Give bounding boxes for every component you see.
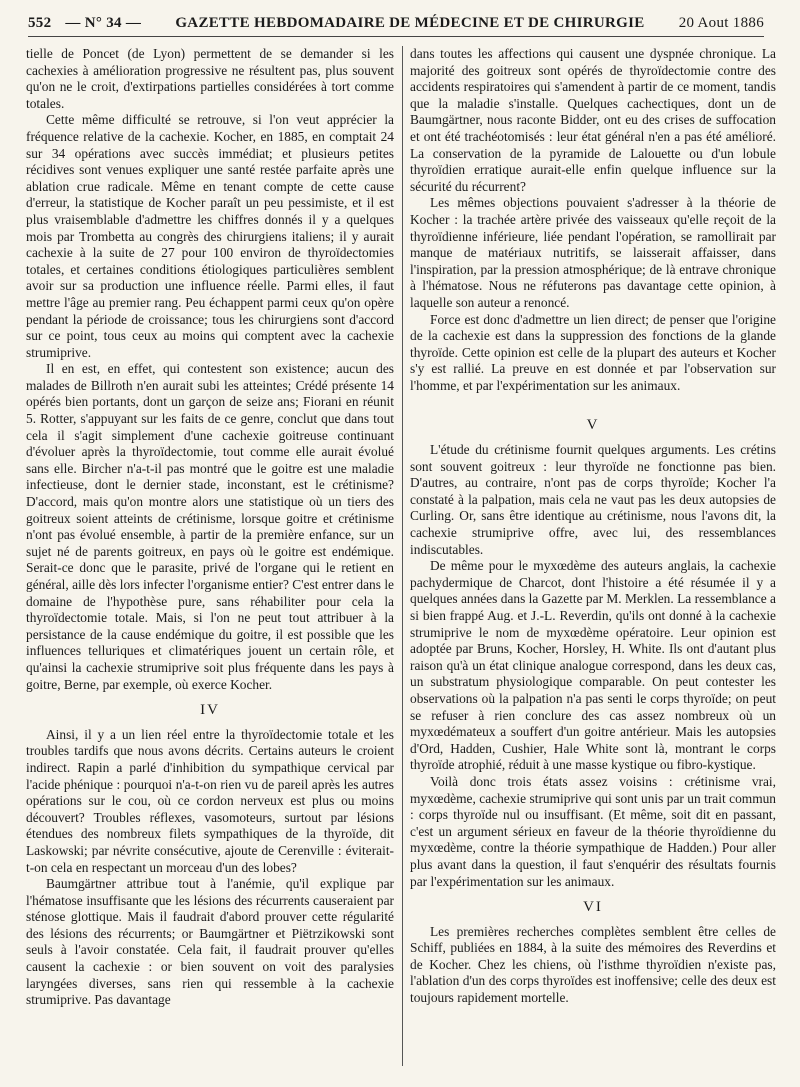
page-number: 552 xyxy=(28,14,52,31)
paragraph: Les mêmes objections pouvaient s'adresser à la théorie de Kocher : la trachée artère privée des vaisseaux qu'elle reçoit de la thyroïdienne inférieure, liée pendant l'opération, se ramollirait par manque de matériaux nutritifs, se laisserait affaisser, dans l'inspiration, par la pression atmosphérique; de là entrave chronique à l'hématose. Nous ne réfuterons pas davantage cette opinion, à laquelle son auteur a renoncé. xyxy=(410,195,776,310)
paragraph: L'étude du crétinisme fournit quelques arguments. Les crétins sont souvent goitreux : leur thyroïde ne fonctionne pas bien. D'autres, au contraire, n'ont pas de corps thyroïde; Kocher l'a constaté à la palpation, mais cela ne vaut pas les deux autopsies de Curling. Or, sans être identique au crétinisme, nous l'avons dit, la cachexie strumiprive offre, avec lui, des ressemblances indiscutables. xyxy=(410,442,776,557)
paragraph: Il en est, en effet, qui contestent son existence; aucun des malades de Billroth n'en aurait subi les atteintes; Crédé présente 14 opérés bien portants, dont un garçon de seize ans; Fiorani en réunit 5. Rotter, s'appuyant sur les faits de ce genre, conclut que dans tout cela il s'agit simplement d'une cachexie goitreuse continuant d'évoluer après la thyroïdectomie, tout comme elle aurait évolué sans elle. Bircher n'a-t-il pas montré que le goitre est une maladie infectieuse, dont le dernier stade, inconstant, est le crétinisme? D'accord, mais qu'on montre alors une statistique où un tiers des goitreux soient atteints de crétinisme, lorsque goitre et crétinisme n'ont pas évolué ensemble, à partir de la première enfance, sur un sujet né de parents goitreux, en pays où le goitre est endémique. Serait-ce donc que le parasite, privé de l'organe qui le retient en général, aille dès lors infecter l'organisme entier? C'est entrer dans le domaine de l'hypothèse pure, sans réhabiliter pour cela la thyroïdectomie totale. Mais, si l'on ne peut tout attribuer à la persistance de la cause endémique du goitre, il est possible que les influences telluriques et climatériques jouent un certain rôle, et qu'ainsi la cachexie strumiprive soit plus fréquente dans les pays à goitre, Berne, par exemple, où exerce Kocher. xyxy=(26,361,394,692)
issue-number: — N° 34 — xyxy=(65,14,142,31)
section-heading-v: V xyxy=(586,417,600,434)
journal-title: GAZETTE HEBDOMADAIRE DE MÉDECINE ET DE CHIRURGIE xyxy=(175,14,645,31)
paragraph: Ainsi, il y a un lien réel entre la thyroïdectomie totale et les troubles tardifs que nous avons décrits. Certains auteurs le croient indirect. Rapin a parlé d'inhibition du sympathique cervical par l'acide phénique : pourquoi n'a-t-on rien vu de pareil après les autres opérations sur le cou, où ce cordon nerveux est plus ou moins découvert? Troubles réflexes, vasomoteurs, surtout par lésions étendues des nombreux filets sympathiques de la thyroïde, dit Laskowski; par névrite consécutive, ajoute de Cerenville : éviterait-t-on cela en respectant un morceau d'un des lobes? xyxy=(26,726,394,875)
paragraph: Les premières recherches complètes semblent être celles de Schiff, publiées en 1884, à la suite des mémoires des Reverdins et de Kocher. Chez les chiens, où l'isthme thyroïdien n'existe pas, l'ablation d'un des corps thyroïdes est inoffensive; celle des deux est toujours rapidement mortelle. xyxy=(410,923,776,1006)
right-column xyxy=(410,46,776,1007)
section-heading-iv: IV xyxy=(200,702,220,719)
section-heading-vi: VI xyxy=(583,899,603,916)
running-header xyxy=(28,10,764,37)
paragraph: Force est donc d'admettre un lien direct; de penser que l'origine de la cachexie est dans la suppression des fonctions de la glande thyroïde. Cette opinion est celle de la plupart des auteurs et Kocher s'y est rallié. La preuve en est donnée et par l'observation sur l'homme, et par l'expérimentation sur les animaux. xyxy=(410,311,776,393)
left-column xyxy=(26,46,394,1009)
paragraph: De même pour le myxœdème des auteurs anglais, la cachexie pachydermique de Charcot, dont l'histoire a été résumée il y a quelques années dans la Gazette par M. Merklen. La ressemblance a si bien frappé Aug. et J.-L. Reverdin, qu'ils ont donné à la cachexie strumiprive le nom de myxœdème opératoire. Leur opinion est adoptée par Bruns, Kocher, Horsley, H. White. Ils ont d'autant plus raison qu'à un état clinique analogue correspond, dans les deux cas, un substratum physiologique comparable. On peut contester les observations où la palpation n'a pas senti le corps thyroïde; on peut se refuser à rien conclure des cas assez nombreux où un myxœdémateux a souffert d'un goitre antérieur. Mais les autopsies d'Ord, Hadden, Cushier, Hale White sont là, montrant le corps thyroïde atrophié, réduit à une masse kystique ou fibro-kystique. xyxy=(410,558,776,773)
paragraph: Voilà donc trois états assez voisins : crétinisme vrai, myxœdème, cachexie strumiprive qui sont unis par un trait commun : corps thyroïde nul ou insuffisant. (Et même, soit dit en passant, c'est un argument sérieux en faveur de la théorie thyroïdienne du myxœdème, contre la théorie sympathique de Hadden.) Pour aller plus avant dans la question, il faut s'enquérir des résultats fournis par l'expérimentation sur les animaux. xyxy=(410,773,776,889)
paragraph: tielle de Poncet (de Lyon) permettent de se demander si les cachexies à amélioration progressive ne résultent pas, plus souvent qu'on ne le croit, d'extirpations partielles considérées à tort comme totales. xyxy=(26,46,394,111)
paragraph: Baumgärtner attribue tout à l'anémie, qu'il explique par l'hématose insuffisante que les lésions des récurrents causeraient par sténose glottique. Mais il faudrait d'abord prouver cette régularité des lésions des récurrents; or Baumgärtner et Piëtrzikowski sont seuls à l'avoir constatée. Cela fait, il faudrait prouver qu'elles causent la cachexie : or bien souvent on voit des paralysies laryngées diverses, sans rien qui ressemble à la cachexie strumiprive. Pas davantage xyxy=(26,876,394,1008)
paragraph: dans toutes les affections qui causent une dyspnée chronique. La majorité des goitreux sont opérés de thyroïdectomie contre des accidents respiratoires qui s'amendent à partir de ce moment, tandis que la maladie s'installe. Quelques cachectiques, dont un de Baumgärtner, nous raconte Bidder, ont eu des crises de suffocation et ont été trachéotomisés : leur état général n'en a pas été amélioré. La conservation de la pyramide de Lalouette ou d'un lobule thyroïdien erratique aurait-elle enfin quelque influence sur la sécurité du récurrent? xyxy=(410,46,776,194)
spacer xyxy=(410,394,776,408)
paragraph: Cette même difficulté se retrouve, si l'on veut apprécier la fréquence relative de la cachexie. Kocher, en 1885, en comptait 24 sur 34 opérations avec succès immédiat; et plusieurs petites récidives sont venues expliquer une santé restée parfaite après une ablation crue radicale. Même en tenant compte de cette cause d'erreur, la statistique de Kocher paraît un peu pessimiste, et il est plus vraisemblable d'admettre les chiffres donnés il y a quelques mois par Trombetta au congrès des chirurgiens italiens; il y aurait cachexie à la suite de 27 pour 100 environ de thyroïdectomies totales, et certaines conditions étiologiques particulières semblent avoir sur sa production une influence réelle. Parmi elles, il faut mettre l'âge au premier rang. Peu échappent parmi ceux qu'on opère pendant la période de croissance; tous les chirurgiens sont d'accord sur ce point, tous ceux au moins qui comptent avec la cachexie strumiprive. xyxy=(26,112,394,360)
issue-date: 20 Aout 1886 xyxy=(678,14,764,31)
column-divider xyxy=(402,46,403,1066)
